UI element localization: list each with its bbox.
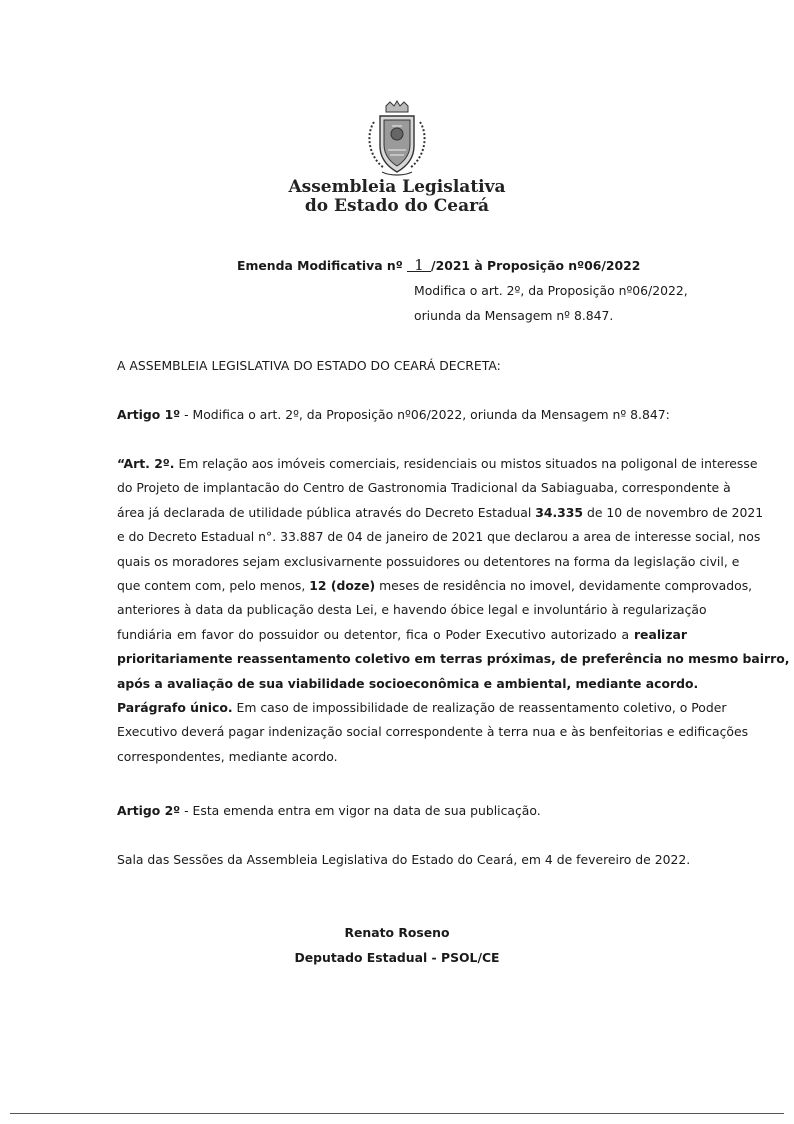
paragrafo-line: correspondentes, mediante acordo. [117,748,338,764]
institution-name-line2: do Estado do Ceará [304,196,490,216]
art2-paragraph [117,452,790,696]
art2-line: “Art. 2º. Em relação aos imóveis comerciais, residenciais ou mistos situados na poligonal de interesse [117,456,758,471]
subtitle-line2: oriunda da Mensagem nº 8.847. [414,308,614,323]
subtitle-line1: Modifica o art. 2º, da Proposição nº06/2022, [414,283,688,298]
decreta-heading: A ASSEMBLEIA LEGISLATIVA DO ESTADO DO CEARÁ DECRETA: [117,358,501,373]
artigo2-label: Artigo 2º [117,803,181,818]
paragrafo-line: Parágrafo único. Em caso de impossibilidade de realização de reassentamento coletivo, o Poder [117,700,727,715]
artigo1-text: - Modifica o art. 2º, da Proposição nº06/2022, oriunda da Mensagem nº 8.847: [180,407,670,422]
coat-of-arms-icon [352,100,442,180]
sala-das-sessoes: Sala das Sessões da Assembleia Legislativa do Estado do Ceará, em 4 de fevereiro de 2022. [117,852,691,867]
handwritten-number: 1 [407,259,431,272]
emenda-title: Emenda Modificativa nº 1 /2021 à Proposição nº06/2022 [237,256,641,274]
footer-rule [10,1113,784,1114]
art2-line: que contem com, pelo menos, 12 (doze) meses de residência no imovel, devidamente comprovados, [117,577,753,593]
art2-line: quais os moradores sejam exclusivarnente possuidores ou detentores na forma da legislação civil, e [117,553,740,569]
paragrafo-unico [117,696,749,769]
artigo1 [117,407,670,423]
art2-line: anteriores à data da publicação desta Lei, e havendo óbice legal e involuntário à regularização [117,602,707,618]
art2-line: prioritariamente reassentamento coletivo em terras próximas, de preferência no mesmo bairro, [117,651,790,667]
signer-name: Renato Roseno [344,925,450,940]
paragrafo-line: Executivo deverá pagar indenização social correspondente à terra nua e às benfeitorias e edificações [117,724,749,740]
art2-line: após a avaliação de sua viabilidade socioeconômica e ambiental, mediante acordo. [117,675,699,691]
art2-line: área já declarada de utilidade pública através do Decreto Estadual 34.335 de 10 de novembro de 2021 [117,504,764,520]
artigo2 [117,803,541,819]
signer-role: Deputado Estadual - PSOL/CE [294,950,500,965]
artigo2-text: - Esta emenda entra em vigor na data de sua publicação. [180,803,541,818]
art2-line: e do Decreto Estadual n°. 33.887 de 04 de janeiro de 2021 que declarou a area de interesse social, nos [117,529,761,545]
artigo1-label: Artigo 1º [117,407,181,422]
art2-line: do Projeto de implantacão do Centro de Gastronomia Tradicional da Sabiaguaba, correspondente à [117,480,731,496]
art2-line: fundiária em favor do possuidor ou detentor, fica o Poder Executivo autorizado a realizar [117,626,687,642]
institution-name-line1: Assembleia Legislativa [288,177,506,197]
